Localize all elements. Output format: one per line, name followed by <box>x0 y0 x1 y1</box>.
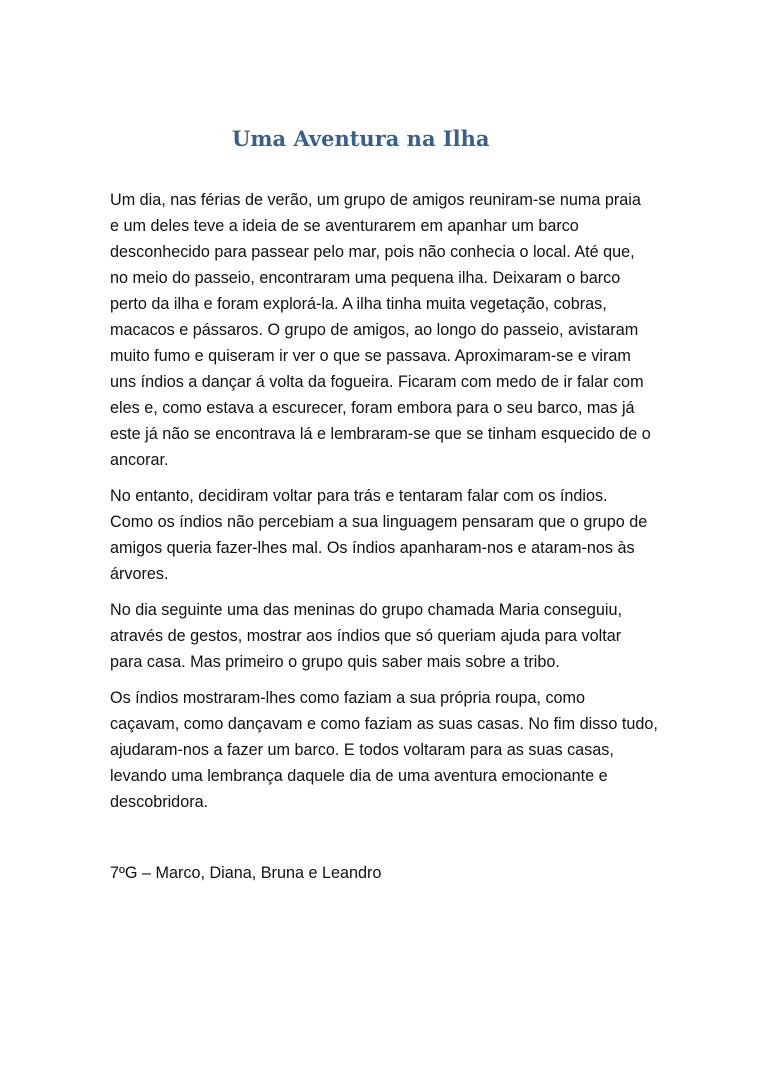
text-line: amigos queria fazer-lhes mal. Os índios apanharam-nos e ataram-nos às <box>110 539 635 557</box>
text-line: eles e, como estava a escurecer, foram embora para o seu barco, mas já <box>110 399 635 417</box>
text-line: uns índios a dançar á volta da fogueira. Ficaram com medo de ir falar com <box>110 373 644 391</box>
text-line: ancorar. <box>110 451 169 469</box>
text-line: perto da ilha e foram explorá-la. A ilha tinha muita vegetação, cobras, <box>110 295 607 313</box>
text-line: muito fumo e quiseram ir ver o que se passava. Aproximaram-se e viram <box>110 347 631 365</box>
paragraph-3 <box>110 597 670 675</box>
text-line: Os índios mostraram-lhes como faziam a sua própria roupa, como <box>110 689 586 707</box>
paragraph-4 <box>110 685 670 815</box>
text-line: através de gestos, mostrar aos índios que só queriam ajuda para voltar <box>110 627 622 645</box>
text-line: levando uma lembrança daquele dia de uma aventura emocionante e <box>110 767 608 785</box>
text-line: ajudaram-nos a fazer um barco. E todos voltaram para as suas casas, <box>110 741 614 759</box>
text-line: descobridora. <box>110 793 209 811</box>
text-line: caçavam, como dançavam e como faziam as suas casas. No fim disso tudo, <box>110 715 658 733</box>
text-line: no meio do passeio, encontraram uma pequena ilha. Deixaram o barco <box>110 269 621 287</box>
text-line: Como os índios não percebiam a sua linguagem pensaram que o grupo de <box>110 513 648 531</box>
text-line: macacos e pássaros. O grupo de amigos, ao longo do passeio, avistaram <box>110 321 639 339</box>
text-line: No entanto, decidiram voltar para trás e tentaram falar com os índios. <box>110 487 608 505</box>
author-signature: 7ºG – Marco, Diana, Bruna e Leandro <box>110 864 382 882</box>
text-line: e um deles teve a ideia de se aventurarem em apanhar um barco <box>110 217 579 235</box>
text-line: Um dia, nas férias de verão, um grupo de amigos reuniram-se numa praia <box>110 191 641 209</box>
text-line: para casa. Mas primeiro o grupo quis saber mais sobre a tribo. <box>110 653 560 671</box>
story-body <box>110 187 670 825</box>
paragraph-2 <box>110 483 670 587</box>
paragraph-1 <box>110 187 670 473</box>
text-line: árvores. <box>110 565 169 583</box>
document-title: Uma Aventura na Ilha <box>232 126 490 151</box>
text-line: desconhecido para passear pelo mar, pois não conhecia o local. Até que, <box>110 243 635 261</box>
text-line: este já não se encontrava lá e lembraram-se que se tinham esquecido de o <box>110 425 651 443</box>
text-line: No dia seguinte uma das meninas do grupo chamada Maria conseguiu, <box>110 601 623 619</box>
